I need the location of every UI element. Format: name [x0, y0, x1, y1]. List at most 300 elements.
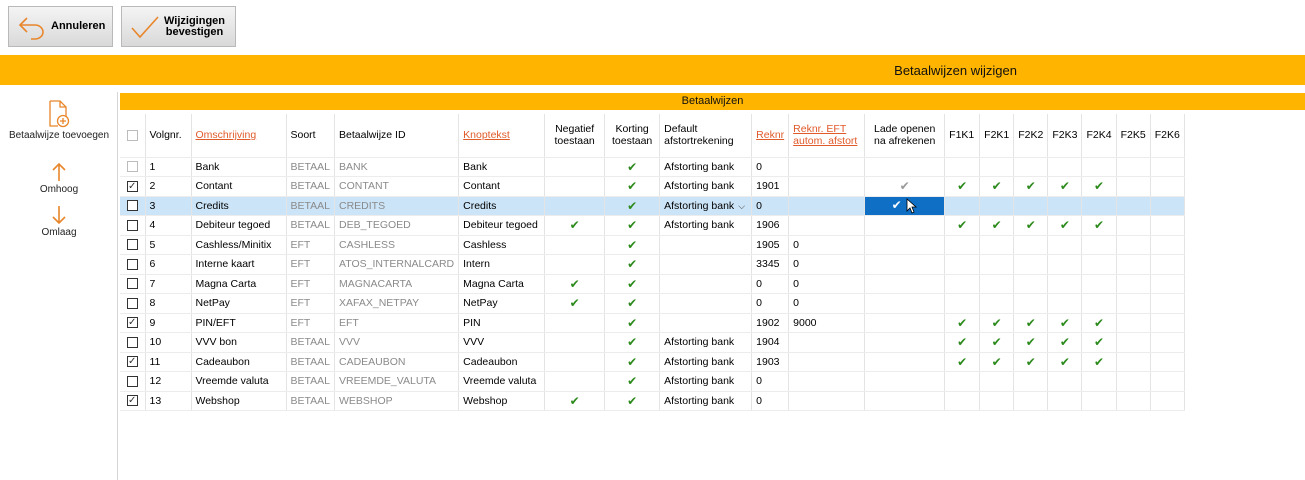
betaalwijze-id-cell[interactable]	[335, 177, 459, 197]
f2k5-cell[interactable]	[1116, 391, 1150, 411]
f2k1-cell[interactable]	[980, 372, 1014, 392]
f2k6-cell[interactable]	[1150, 177, 1184, 197]
f2k5-cell[interactable]	[1116, 313, 1150, 333]
betaalwijze-id-cell[interactable]	[335, 294, 459, 314]
f2k3-cell[interactable]	[1048, 294, 1082, 314]
f2k4-cell[interactable]	[1082, 196, 1116, 216]
f2k1-cell[interactable]	[980, 177, 1014, 197]
default-afstortrekening-cell[interactable]	[660, 216, 752, 236]
omschrijving-cell[interactable]	[191, 177, 286, 197]
row-checkbox[interactable]	[120, 216, 145, 236]
lade-openen-cell[interactable]	[865, 294, 945, 314]
f1k1-cell[interactable]	[945, 274, 980, 294]
betaalwijze-id-cell[interactable]	[335, 196, 459, 216]
col-volgnr[interactable]: Volgnr.	[145, 114, 191, 157]
reknr-cell[interactable]	[752, 157, 789, 177]
reknr-cell[interactable]	[752, 391, 789, 411]
korting-toestaan-cell[interactable]	[605, 274, 660, 294]
reknr-eft-cell[interactable]	[789, 352, 865, 372]
f2k3-cell[interactable]	[1048, 235, 1082, 255]
negatief-toestaan-cell[interactable]	[545, 157, 605, 177]
row-select-checkbox[interactable]	[127, 161, 138, 172]
row-select-checkbox[interactable]	[127, 200, 138, 211]
volgnr-cell[interactable]	[145, 177, 191, 197]
reknr-cell[interactable]	[752, 372, 789, 392]
reknr-cell[interactable]	[752, 274, 789, 294]
omschrijving-cell[interactable]	[191, 255, 286, 275]
col-f2k2[interactable]: F2K2	[1014, 114, 1048, 157]
omschrijving-cell[interactable]	[191, 372, 286, 392]
f2k1-cell[interactable]	[980, 333, 1014, 353]
move-down-button[interactable]	[0, 205, 118, 238]
f2k6-cell[interactable]	[1150, 391, 1184, 411]
f1k1-cell[interactable]	[945, 372, 980, 392]
f2k4-cell[interactable]	[1082, 372, 1116, 392]
korting-toestaan-cell[interactable]	[605, 294, 660, 314]
omschrijving-cell[interactable]	[191, 274, 286, 294]
row-checkbox[interactable]	[120, 274, 145, 294]
volgnr-cell[interactable]	[145, 352, 191, 372]
betaalwijze-id-cell[interactable]	[335, 313, 459, 333]
knoptekst-cell[interactable]	[459, 333, 545, 353]
soort-cell[interactable]	[286, 294, 335, 314]
negatief-toestaan-cell[interactable]	[545, 391, 605, 411]
f2k5-cell[interactable]	[1116, 157, 1150, 177]
default-afstortrekening-cell[interactable]	[660, 313, 752, 333]
reknr-eft-cell[interactable]	[789, 255, 865, 275]
korting-toestaan-cell[interactable]	[605, 333, 660, 353]
f1k1-cell[interactable]	[945, 391, 980, 411]
negatief-toestaan-cell[interactable]	[545, 294, 605, 314]
volgnr-cell[interactable]	[145, 391, 191, 411]
row-checkbox[interactable]	[120, 313, 145, 333]
negatief-toestaan-cell[interactable]	[545, 235, 605, 255]
f1k1-cell[interactable]	[945, 235, 980, 255]
f1k1-cell[interactable]	[945, 333, 980, 353]
knoptekst-cell[interactable]	[459, 313, 545, 333]
negatief-toestaan-cell[interactable]	[545, 352, 605, 372]
f1k1-cell[interactable]	[945, 216, 980, 236]
f2k1-cell[interactable]	[980, 313, 1014, 333]
soort-cell[interactable]	[286, 216, 335, 236]
soort-cell[interactable]	[286, 313, 335, 333]
negatief-toestaan-cell[interactable]	[545, 255, 605, 275]
omschrijving-cell[interactable]	[191, 333, 286, 353]
f2k3-cell[interactable]	[1048, 372, 1082, 392]
korting-toestaan-cell[interactable]	[605, 235, 660, 255]
omschrijving-cell[interactable]	[191, 313, 286, 333]
f2k3-cell[interactable]	[1048, 313, 1082, 333]
f2k2-cell[interactable]	[1014, 255, 1048, 275]
reknr-cell[interactable]	[752, 177, 789, 197]
confirm-changes-button[interactable]	[121, 6, 236, 47]
row-select-checkbox[interactable]	[127, 278, 138, 289]
korting-toestaan-cell[interactable]	[605, 216, 660, 236]
f2k1-cell[interactable]	[980, 352, 1014, 372]
col-soort[interactable]: Soort	[286, 114, 335, 157]
knoptekst-cell[interactable]	[459, 274, 545, 294]
f2k6-cell[interactable]	[1150, 235, 1184, 255]
row-select-checkbox[interactable]	[127, 259, 138, 270]
korting-toestaan-cell[interactable]	[605, 372, 660, 392]
col-lade-openen[interactable]	[865, 114, 945, 157]
knoptekst-cell[interactable]	[459, 294, 545, 314]
soort-cell[interactable]	[286, 333, 335, 353]
soort-cell[interactable]	[286, 274, 335, 294]
lade-openen-cell[interactable]	[865, 177, 945, 197]
row-checkbox[interactable]	[120, 177, 145, 197]
default-afstortrekening-cell[interactable]	[660, 352, 752, 372]
table-row[interactable]	[120, 255, 1184, 275]
korting-toestaan-cell[interactable]	[605, 177, 660, 197]
chevron-down-icon[interactable]: ⌵	[738, 200, 746, 211]
negatief-toestaan-cell[interactable]	[545, 177, 605, 197]
f2k4-cell[interactable]	[1082, 333, 1116, 353]
row-select-checkbox[interactable]: ✓	[128, 356, 137, 368]
volgnr-cell[interactable]	[145, 333, 191, 353]
f2k6-cell[interactable]	[1150, 333, 1184, 353]
reknr-eft-cell[interactable]	[789, 372, 865, 392]
row-checkbox[interactable]	[120, 352, 145, 372]
f2k3-cell[interactable]	[1048, 157, 1082, 177]
table-row[interactable]	[120, 196, 1184, 216]
f2k3-cell[interactable]	[1048, 255, 1082, 275]
select-all-checkbox-cell[interactable]	[120, 114, 145, 157]
f2k5-cell[interactable]	[1116, 196, 1150, 216]
row-select-checkbox[interactable]: ✓	[128, 317, 137, 329]
omschrijving-cell[interactable]	[191, 235, 286, 255]
volgnr-cell[interactable]	[145, 313, 191, 333]
f2k3-cell[interactable]	[1048, 216, 1082, 236]
volgnr-cell[interactable]	[145, 157, 191, 177]
f2k5-cell[interactable]	[1116, 235, 1150, 255]
f2k5-cell[interactable]	[1116, 274, 1150, 294]
row-checkbox[interactable]	[120, 391, 145, 411]
omschrijving-cell[interactable]	[191, 216, 286, 236]
volgnr-cell[interactable]	[145, 216, 191, 236]
f2k3-cell[interactable]	[1048, 196, 1082, 216]
f2k1-cell[interactable]	[980, 294, 1014, 314]
omschrijving-cell[interactable]	[191, 157, 286, 177]
row-select-checkbox[interactable]: ✓	[128, 180, 137, 192]
default-afstortrekening-cell[interactable]	[660, 196, 752, 216]
lade-openen-cell[interactable]	[865, 333, 945, 353]
lade-openen-cell[interactable]	[865, 391, 945, 411]
row-checkbox[interactable]	[120, 333, 145, 353]
negatief-toestaan-cell[interactable]	[545, 372, 605, 392]
default-afstortrekening-cell[interactable]	[660, 333, 752, 353]
f2k3-cell[interactable]	[1048, 274, 1082, 294]
reknr-cell[interactable]	[752, 313, 789, 333]
row-select-checkbox[interactable]	[127, 298, 138, 309]
default-afstortrekening-cell[interactable]	[660, 294, 752, 314]
default-afstortrekening-cell[interactable]	[660, 235, 752, 255]
f2k6-cell[interactable]	[1150, 294, 1184, 314]
betaalwijze-id-cell[interactable]	[335, 255, 459, 275]
reknr-eft-cell[interactable]	[789, 157, 865, 177]
f2k5-cell[interactable]	[1116, 255, 1150, 275]
row-checkbox[interactable]	[120, 157, 145, 177]
f2k4-cell[interactable]	[1082, 255, 1116, 275]
row-checkbox[interactable]	[120, 294, 145, 314]
soort-cell[interactable]	[286, 157, 335, 177]
reknr-eft-cell[interactable]	[789, 216, 865, 236]
knoptekst-cell[interactable]	[459, 255, 545, 275]
reknr-eft-cell[interactable]	[789, 333, 865, 353]
knoptekst-cell[interactable]	[459, 391, 545, 411]
row-checkbox[interactable]	[120, 235, 145, 255]
f2k4-cell[interactable]	[1082, 313, 1116, 333]
reknr-cell[interactable]	[752, 294, 789, 314]
col-default-afstortrekening[interactable]	[660, 114, 752, 157]
betaalwijze-id-cell[interactable]	[335, 235, 459, 255]
f2k6-cell[interactable]	[1150, 196, 1184, 216]
reknr-eft-cell[interactable]	[789, 294, 865, 314]
korting-toestaan-cell[interactable]	[605, 196, 660, 216]
table-row[interactable]	[120, 274, 1184, 294]
f2k1-cell[interactable]	[980, 391, 1014, 411]
f2k4-cell[interactable]	[1082, 391, 1116, 411]
f2k1-cell[interactable]	[980, 235, 1014, 255]
negatief-toestaan-cell[interactable]	[545, 274, 605, 294]
f2k5-cell[interactable]	[1116, 372, 1150, 392]
betaalwijze-id-cell[interactable]	[335, 216, 459, 236]
f2k1-cell[interactable]	[980, 274, 1014, 294]
lade-openen-cell[interactable]	[865, 274, 945, 294]
table-row[interactable]	[120, 352, 1184, 372]
soort-cell[interactable]	[286, 372, 335, 392]
reknr-eft-cell[interactable]	[789, 196, 865, 216]
f2k2-cell[interactable]	[1014, 235, 1048, 255]
volgnr-cell[interactable]	[145, 372, 191, 392]
col-korting-toestaan[interactable]	[605, 114, 660, 157]
table-row[interactable]	[120, 391, 1184, 411]
f1k1-cell[interactable]	[945, 177, 980, 197]
knoptekst-cell[interactable]	[459, 157, 545, 177]
lade-openen-cell[interactable]	[865, 157, 945, 177]
reknr-eft-cell[interactable]	[789, 313, 865, 333]
omschrijving-cell[interactable]	[191, 391, 286, 411]
f2k6-cell[interactable]	[1150, 216, 1184, 236]
lade-openen-cell[interactable]	[865, 313, 945, 333]
f2k6-cell[interactable]	[1150, 352, 1184, 372]
col-omschrijving[interactable]: Omschrijving	[191, 114, 286, 157]
col-reknr[interactable]: Reknr	[752, 114, 789, 157]
knoptekst-cell[interactable]	[459, 352, 545, 372]
select-all-checkbox[interactable]	[127, 130, 138, 141]
betaalwijze-id-cell[interactable]	[335, 333, 459, 353]
soort-cell[interactable]	[286, 177, 335, 197]
reknr-cell[interactable]	[752, 255, 789, 275]
korting-toestaan-cell[interactable]	[605, 313, 660, 333]
soort-cell[interactable]	[286, 196, 335, 216]
f1k1-cell[interactable]	[945, 313, 980, 333]
korting-toestaan-cell[interactable]	[605, 352, 660, 372]
table-row[interactable]	[120, 157, 1184, 177]
table-row[interactable]	[120, 333, 1184, 353]
col-knoptekst[interactable]: Knoptekst	[459, 114, 545, 157]
f2k5-cell[interactable]	[1116, 177, 1150, 197]
f1k1-cell[interactable]	[945, 196, 980, 216]
f2k3-cell[interactable]	[1048, 333, 1082, 353]
row-select-checkbox[interactable]	[127, 220, 138, 231]
f2k1-cell[interactable]	[980, 255, 1014, 275]
default-afstortrekening-cell[interactable]	[660, 157, 752, 177]
default-afstortrekening-cell[interactable]	[660, 391, 752, 411]
lade-openen-cell[interactable]	[865, 235, 945, 255]
negatief-toestaan-cell[interactable]	[545, 333, 605, 353]
lade-openen-cell[interactable]	[865, 372, 945, 392]
col-betaalwijze-id[interactable]: Betaalwijze ID	[335, 114, 459, 157]
table-row[interactable]	[120, 177, 1184, 197]
f2k2-cell[interactable]	[1014, 333, 1048, 353]
f2k2-cell[interactable]	[1014, 216, 1048, 236]
col-f1k1[interactable]: F1K1	[945, 114, 980, 157]
row-select-checkbox[interactable]	[127, 239, 138, 250]
default-afstortrekening-cell[interactable]	[660, 274, 752, 294]
knoptekst-cell[interactable]	[459, 177, 545, 197]
col-f2k3[interactable]: F2K3	[1048, 114, 1082, 157]
f2k6-cell[interactable]	[1150, 372, 1184, 392]
omschrijving-cell[interactable]	[191, 294, 286, 314]
reknr-cell[interactable]	[752, 216, 789, 236]
row-select-checkbox[interactable]	[127, 337, 138, 348]
table-row[interactable]	[120, 235, 1184, 255]
f2k4-cell[interactable]	[1082, 235, 1116, 255]
reknr-cell[interactable]	[752, 352, 789, 372]
default-afstortrekening-cell[interactable]	[660, 372, 752, 392]
f2k2-cell[interactable]	[1014, 196, 1048, 216]
row-checkbox[interactable]	[120, 372, 145, 392]
f2k5-cell[interactable]	[1116, 333, 1150, 353]
knoptekst-cell[interactable]	[459, 372, 545, 392]
f1k1-cell[interactable]	[945, 294, 980, 314]
betaalwijze-id-cell[interactable]	[335, 157, 459, 177]
f2k4-cell[interactable]	[1082, 294, 1116, 314]
f2k2-cell[interactable]	[1014, 391, 1048, 411]
soort-cell[interactable]	[286, 352, 335, 372]
f2k4-cell[interactable]	[1082, 177, 1116, 197]
knoptekst-cell[interactable]	[459, 235, 545, 255]
lade-openen-cell[interactable]	[865, 255, 945, 275]
f2k4-cell[interactable]	[1082, 216, 1116, 236]
f2k6-cell[interactable]	[1150, 313, 1184, 333]
soort-cell[interactable]	[286, 391, 335, 411]
reknr-eft-cell[interactable]	[789, 177, 865, 197]
f2k3-cell[interactable]	[1048, 177, 1082, 197]
f2k2-cell[interactable]	[1014, 372, 1048, 392]
col-f2k6[interactable]: F2K6	[1150, 114, 1184, 157]
f2k2-cell[interactable]	[1014, 294, 1048, 314]
reknr-eft-cell[interactable]	[789, 391, 865, 411]
row-select-checkbox[interactable]	[127, 376, 138, 387]
volgnr-cell[interactable]	[145, 294, 191, 314]
col-f2k4[interactable]: F2K4	[1082, 114, 1116, 157]
f1k1-cell[interactable]	[945, 255, 980, 275]
f2k5-cell[interactable]	[1116, 216, 1150, 236]
volgnr-cell[interactable]	[145, 196, 191, 216]
col-f2k5[interactable]: F2K5	[1116, 114, 1150, 157]
omschrijving-cell[interactable]	[191, 352, 286, 372]
korting-toestaan-cell[interactable]	[605, 255, 660, 275]
f2k5-cell[interactable]	[1116, 294, 1150, 314]
f1k1-cell[interactable]	[945, 157, 980, 177]
f2k1-cell[interactable]	[980, 196, 1014, 216]
volgnr-cell[interactable]	[145, 255, 191, 275]
table-body	[120, 157, 1184, 411]
table-row[interactable]	[120, 313, 1184, 333]
negatief-toestaan-cell[interactable]	[545, 196, 605, 216]
col-negatief-toestaan[interactable]	[545, 114, 605, 157]
default-afstortrekening-cell[interactable]	[660, 177, 752, 197]
move-up-button[interactable]	[0, 162, 118, 195]
knoptekst-cell[interactable]	[459, 216, 545, 236]
volgnr-cell[interactable]	[145, 274, 191, 294]
cancel-button[interactable]	[8, 6, 113, 47]
reknr-cell[interactable]	[752, 235, 789, 255]
col-reknr-eft[interactable]	[789, 114, 865, 157]
betaalwijze-id-cell[interactable]	[335, 352, 459, 372]
f2k2-cell[interactable]	[1014, 274, 1048, 294]
f2k3-cell[interactable]	[1048, 352, 1082, 372]
col-f2k1[interactable]: F2K1	[980, 114, 1014, 157]
f2k1-cell[interactable]	[980, 157, 1014, 177]
f2k3-cell[interactable]	[1048, 391, 1082, 411]
add-payment-method-button[interactable]	[0, 100, 118, 141]
reknr-cell[interactable]	[752, 196, 789, 216]
row-checkbox[interactable]	[120, 255, 145, 275]
table-row[interactable]	[120, 294, 1184, 314]
f2k4-cell[interactable]	[1082, 274, 1116, 294]
f2k4-cell[interactable]	[1082, 157, 1116, 177]
default-afstortrekening-cell[interactable]	[660, 255, 752, 275]
reknr-eft-cell[interactable]	[789, 274, 865, 294]
soort-cell[interactable]	[286, 255, 335, 275]
table-row[interactable]	[120, 372, 1184, 392]
f1k1-cell[interactable]	[945, 352, 980, 372]
f2k1-cell[interactable]	[980, 216, 1014, 236]
f2k2-cell[interactable]	[1014, 177, 1048, 197]
knoptekst-cell[interactable]	[459, 196, 545, 216]
korting-toestaan-cell[interactable]	[605, 391, 660, 411]
f2k2-cell[interactable]	[1014, 313, 1048, 333]
lade-openen-cell[interactable]	[865, 352, 945, 372]
soort-cell[interactable]	[286, 235, 335, 255]
f2k2-cell[interactable]	[1014, 157, 1048, 177]
betaalwijze-id-cell[interactable]	[335, 274, 459, 294]
f2k6-cell[interactable]	[1150, 157, 1184, 177]
lade-openen-cell[interactable]	[865, 196, 945, 216]
korting-toestaan-cell[interactable]	[605, 157, 660, 177]
row-select-checkbox[interactable]: ✓	[128, 395, 137, 407]
f2k4-cell[interactable]	[1082, 352, 1116, 372]
f2k6-cell[interactable]	[1150, 274, 1184, 294]
omschrijving-cell[interactable]	[191, 196, 286, 216]
f2k5-cell[interactable]	[1116, 352, 1150, 372]
volgnr-cell[interactable]	[145, 235, 191, 255]
table-row[interactable]	[120, 216, 1184, 236]
negatief-toestaan-cell[interactable]	[545, 216, 605, 236]
betaalwijze-id-cell[interactable]	[335, 372, 459, 392]
f2k2-cell[interactable]	[1014, 352, 1048, 372]
betaalwijze-id-cell[interactable]	[335, 391, 459, 411]
f2k6-cell[interactable]	[1150, 255, 1184, 275]
lade-openen-cell[interactable]	[865, 216, 945, 236]
row-checkbox[interactable]	[120, 196, 145, 216]
reknr-eft-cell[interactable]	[789, 235, 865, 255]
reknr-cell[interactable]	[752, 333, 789, 353]
negatief-toestaan-cell[interactable]	[545, 313, 605, 333]
